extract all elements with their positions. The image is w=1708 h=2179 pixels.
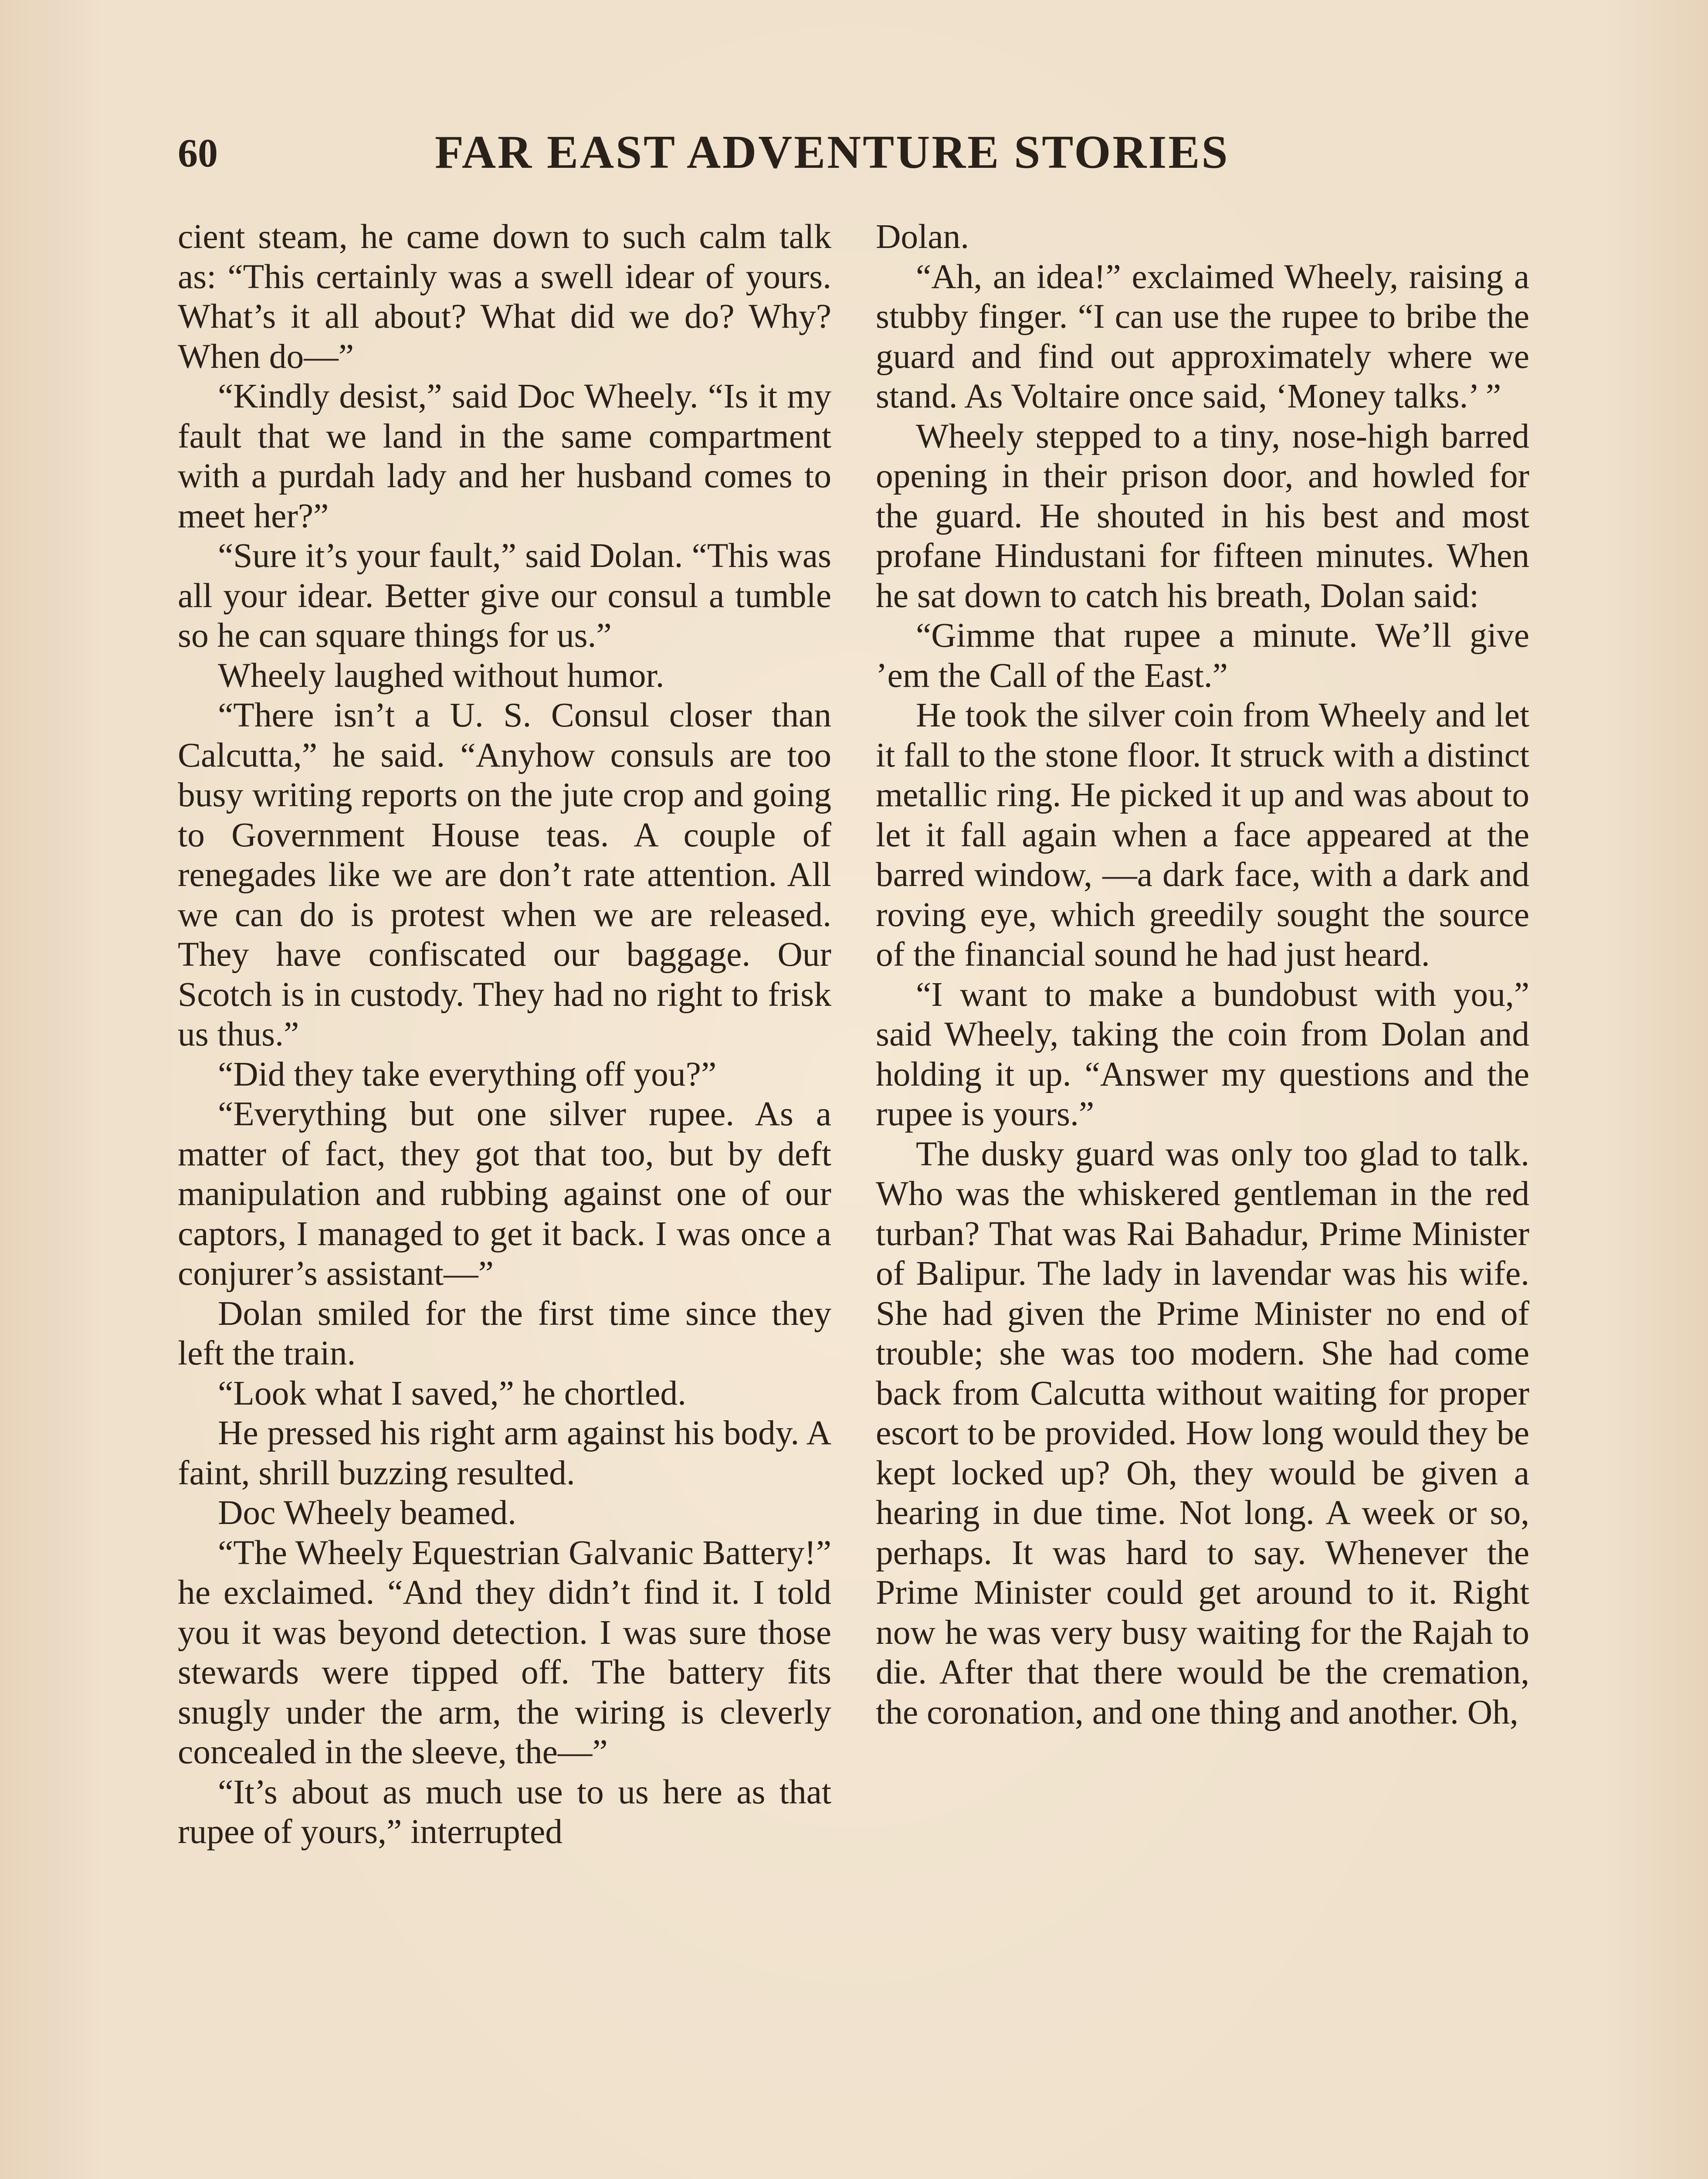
paragraph: “I want to make a bundobust with you,” said Wheely, taking the coin from Dolan and holding it up. “Answer my questions and the rupee is yours.” (876, 975, 1529, 1133)
paragraph: “Kindly desist,” said Doc Wheely. “Is it my fault that we land in the same compartment with a purdah lady and her husband comes to meet her?” (178, 377, 831, 535)
page-header (178, 126, 1533, 187)
paragraph: “Gimme that rupee a minute. We’ll give ’em the Call of the East.” (876, 616, 1529, 695)
paragraph: “Sure it’s your fault,” said Dolan. “This was all your idear. Better give our consul a tumble so he can square things for us.” (178, 536, 831, 655)
right-column (876, 217, 1529, 1732)
paragraph: He took the silver coin from Wheely and let it fall to the stone floor. It struck with a distinct metallic ring. He picked it up and was about to let it fall again when a face appeared at the barred window, —a dark face, with a dark and roving eye, which greedily sought the source of the financial sound he had just heard. (876, 696, 1529, 974)
page-number: 60 (178, 131, 218, 175)
paragraph: “Look what I saved,” he chortled. (218, 1374, 687, 1412)
left-column (178, 217, 831, 1852)
paragraph: “There isn’t a U. S. Consul closer than Calcutta,” he said. “Anyhow consuls are too busy writing reports on the jute crop and going to Government House teas. A couple of renegades like we are don’t rate attention. All we can do is protest when we are released. They have confiscated our baggage. Our Scotch is in custody. They had no right to frisk us thus.” (178, 696, 831, 1053)
paragraph: “Ah, an idea!” exclaimed Wheely, raising a stubby finger. “I can use the rupee to bribe the guard and find out approximately where we stand. As Voltaire once said, ‘Money talks.’ ” (876, 257, 1529, 415)
paragraph: Dolan. (876, 217, 969, 256)
paragraph: “Everything but one silver rupee. As a matter of fact, they got that too, but by deft manipulation and rubbing against one of our captors, I managed to get it back. I was once a conjurer’s assistant—” (178, 1095, 831, 1293)
paragraph: Wheely stepped to a tiny, nose-high barred opening in their prison door, and howled for the guard. He shouted in his best and most profane Hindustani for fifteen minutes. When he sat down to catch his breath, Dolan said: (876, 417, 1529, 615)
paragraph: The dusky guard was only too glad to talk. Who was the whiskered gentleman in the red turban? That was Rai Bahadur, Prime Minister of Balipur. The lady in lavendar was his wife. She had given the Prime Minister no end of trouble; she was too modern. She had come back from Calcutta without waiting for proper escort to be provided. How long would they be kept locked up? Oh, they would be given a hearing in due time. Not long. A week or so, perhaps. It was hard to say. Whenever the Prime Minister could get around to it. Right now he was very busy waiting for the Rajah to die. After that there would be the cremation, the coronation, and one thing and another. Oh, (876, 1134, 1529, 1731)
paragraph: Wheely laughed without humor. (218, 656, 664, 695)
paragraph: cient steam, he came down to such calm talk as: “This certainly was a swell idear of yours. What’s it all about? What did we do? Why? When do—” (178, 217, 831, 376)
paragraph: “It’s about as much use to us here as that rupee of yours,” interrupted (178, 1772, 831, 1851)
paragraph: “The Wheely Equestrian Galvanic Battery!” he exclaimed. “And they didn’t find it. I told you it was beyond detection. I was sure those stewards were tipped off. The battery fits snugly under the arm, the wiring is cleverly concealed in the sleeve, the—” (178, 1533, 831, 1771)
paragraph: “Did they take everything off you?” (218, 1055, 717, 1093)
running-title: FAR EAST ADVENTURE STORIES (435, 126, 1230, 178)
paragraph: He pressed his right arm against his body. A faint, shrill buzzing resulted. (178, 1414, 831, 1492)
paragraph: Dolan smiled for the first time since they left the train. (178, 1294, 831, 1372)
paragraph: Doc Wheely beamed. (218, 1493, 517, 1532)
